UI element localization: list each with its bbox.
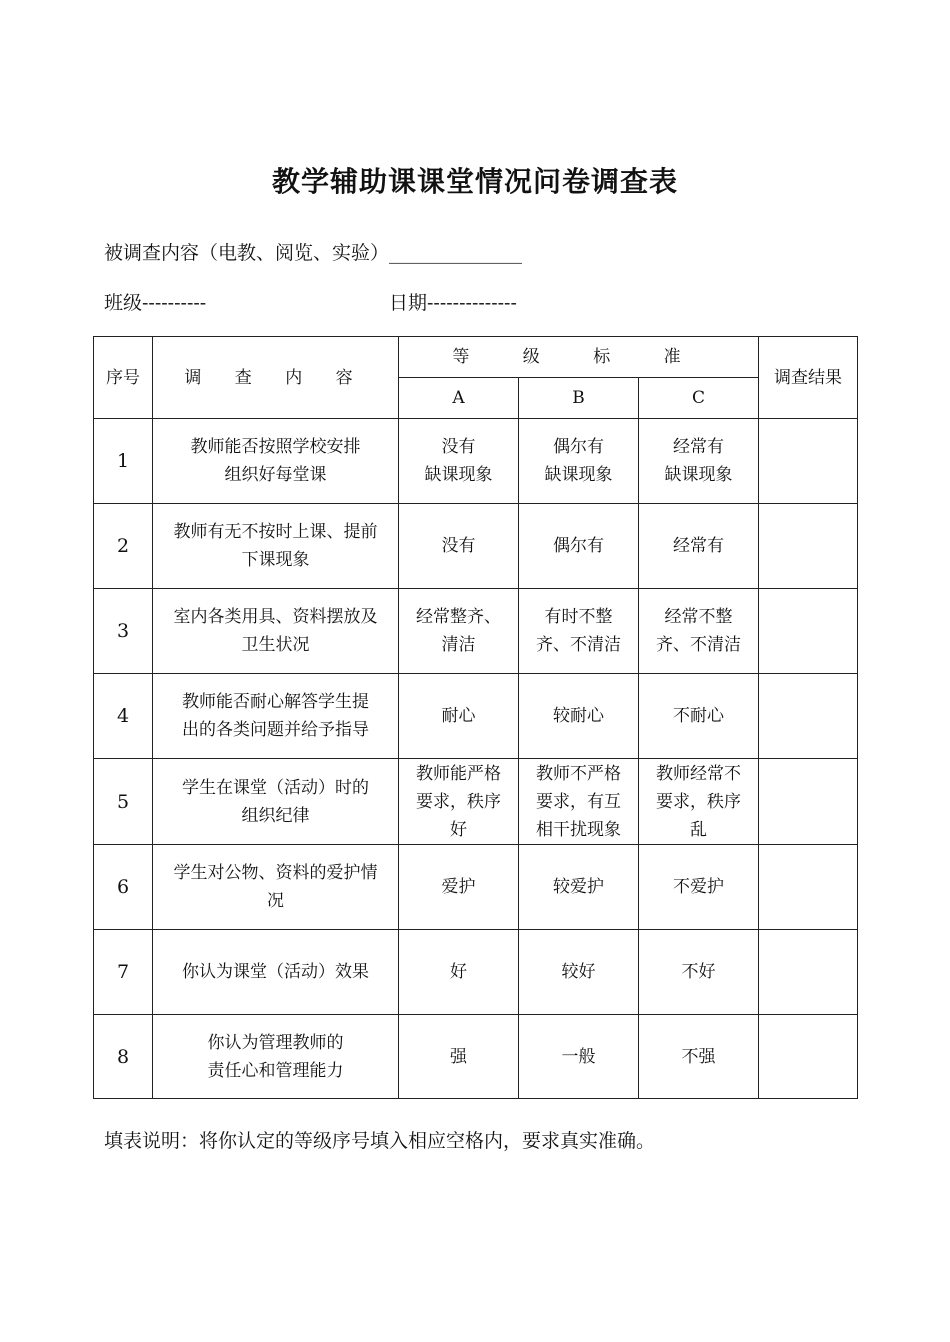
header-grade: 等 级 标 准 xyxy=(399,337,759,378)
result-cell[interactable] xyxy=(759,845,858,930)
header-content: 调 查 内 容 xyxy=(153,337,399,419)
grade-b-cell-line: 较爱护 xyxy=(553,877,604,897)
grade-b-cell-line: 一般 xyxy=(561,1046,596,1067)
fill-instructions: 填表说明：将你认定的等级序号填入相应空格内，要求真实准确。 xyxy=(104,1130,656,1152)
grade-b-cell xyxy=(519,589,639,674)
row-content xyxy=(153,419,399,504)
result-cell[interactable] xyxy=(759,1015,858,1099)
grade-b-cell-line: 教师不严格 xyxy=(536,763,621,784)
grade-a-cell xyxy=(399,1015,519,1099)
table-row xyxy=(94,1015,858,1099)
row-content xyxy=(153,845,399,930)
grade-a-cell-line: 强 xyxy=(450,1046,467,1067)
row-content xyxy=(153,1015,399,1099)
row-content-line: 教师有无不按时上课、提前 xyxy=(173,522,378,542)
grade-c-cell-line: 不耐心 xyxy=(673,706,725,726)
table-row xyxy=(94,419,858,504)
result-cell[interactable] xyxy=(759,759,858,845)
class-line: 班级---------- xyxy=(104,292,207,314)
grade-c-cell xyxy=(639,845,759,930)
grade-c-cell-line: 教师经常不 xyxy=(656,763,742,784)
grade-c-cell xyxy=(639,419,759,504)
grade-c-cell-line: 经常有 xyxy=(673,437,725,457)
row-content-line: 学生对公物、资料的爱护情 xyxy=(173,863,378,883)
grade-b-cell xyxy=(519,504,639,589)
grade-c-cell xyxy=(639,674,759,759)
row-number: 3 xyxy=(94,589,153,674)
grade-c-cell-line: 乱 xyxy=(690,819,708,840)
survey-table xyxy=(93,336,858,1099)
header-result: 调查结果 xyxy=(759,337,858,419)
grade-a-cell xyxy=(399,419,519,504)
grade-b-cell-line: 较好 xyxy=(561,962,596,982)
grade-c-cell-line: 要求，秩序 xyxy=(656,791,742,812)
grade-a-cell-line: 好 xyxy=(450,962,467,982)
table-row xyxy=(94,845,858,930)
row-content-line: 下课现象 xyxy=(241,550,310,570)
row-content-line: 教师能否按照学校安排 xyxy=(190,437,361,457)
row-number: 2 xyxy=(94,504,153,589)
row-content-line: 你认为管理教师的 xyxy=(207,1032,344,1053)
result-cell[interactable] xyxy=(759,674,858,759)
grade-c-cell xyxy=(639,589,759,674)
header-grade-b: B xyxy=(519,378,639,419)
grade-a-cell xyxy=(399,759,519,845)
row-number: 4 xyxy=(94,674,153,759)
row-content-line: 出的各类问题并给予指导 xyxy=(182,720,369,740)
grade-a-cell-line: 缺课现象 xyxy=(424,465,493,485)
grade-a-cell xyxy=(399,930,519,1015)
header-grade-a: A xyxy=(399,378,519,419)
table-row xyxy=(94,930,858,1015)
grade-a-cell-line: 没有 xyxy=(441,536,476,556)
grade-b-cell xyxy=(519,674,639,759)
grade-b-cell xyxy=(519,1015,639,1099)
grade-c-cell-line: 缺课现象 xyxy=(664,465,733,485)
grade-a-cell xyxy=(399,674,519,759)
table-row xyxy=(94,504,858,589)
row-content-line: 学生在课堂（活动）时的 xyxy=(182,777,369,798)
grade-b-cell-line: 缺课现象 xyxy=(544,465,613,485)
row-content-line: 况 xyxy=(267,891,284,911)
grade-c-cell-line: 不好 xyxy=(681,962,716,982)
row-content-line: 组织纪律 xyxy=(241,805,310,826)
grade-a-cell-line: 没有 xyxy=(441,437,476,457)
grade-c-cell-line: 经常有 xyxy=(673,536,725,556)
row-number: 8 xyxy=(94,1015,153,1099)
grade-a-cell-line: 经常整齐、 xyxy=(416,607,501,627)
row-content-line: 卫生状况 xyxy=(241,635,310,655)
grade-b-cell-line: 相干扰现象 xyxy=(536,819,621,840)
grade-a-cell-line: 要求，秩序 xyxy=(416,791,501,812)
result-cell[interactable] xyxy=(759,419,858,504)
grade-b-cell-line: 有时不整 xyxy=(544,607,613,627)
grade-c-cell xyxy=(639,504,759,589)
row-number: 6 xyxy=(94,845,153,930)
table-row xyxy=(94,759,858,845)
grade-a-cell-line: 耐心 xyxy=(441,706,476,726)
grade-b-cell-line: 偶尔有 xyxy=(553,536,604,556)
grade-b-cell xyxy=(519,845,639,930)
page-title: 教学辅助课课堂情况问卷调查表 xyxy=(271,165,678,198)
row-content-line: 你认为课堂（活动）效果 xyxy=(182,962,369,982)
survey-content-line: 被调查内容（电教、阅览、实验）______________ xyxy=(104,242,523,264)
table-row xyxy=(94,674,858,759)
row-number: 1 xyxy=(94,419,153,504)
grade-a-cell-line: 清洁 xyxy=(441,635,476,655)
grade-b-cell-line: 齐、不清洁 xyxy=(536,635,621,655)
row-number: 5 xyxy=(94,759,153,845)
grade-a-cell-line: 爱护 xyxy=(441,877,476,897)
grade-b-cell xyxy=(519,930,639,1015)
grade-c-cell-line: 经常不整 xyxy=(664,607,733,627)
result-cell[interactable] xyxy=(759,930,858,1015)
header-seq: 序号 xyxy=(94,337,153,419)
grade-a-cell-line: 教师能严格 xyxy=(416,763,501,784)
row-content-line: 教师能否耐心解答学生提 xyxy=(182,692,369,712)
grade-c-cell-line: 齐、不清洁 xyxy=(656,635,742,655)
result-cell[interactable] xyxy=(759,504,858,589)
grade-c-cell xyxy=(639,1015,759,1099)
grade-b-cell-line: 要求，有互 xyxy=(536,791,621,812)
table-body xyxy=(94,419,858,1099)
grade-b-cell-line: 偶尔有 xyxy=(553,437,604,457)
row-content xyxy=(153,504,399,589)
row-content xyxy=(153,759,399,845)
grade-b-cell xyxy=(519,759,639,845)
row-content xyxy=(153,589,399,674)
header-grade-c: C xyxy=(639,378,759,419)
grade-c-cell-line: 不强 xyxy=(681,1046,716,1067)
grade-c-cell xyxy=(639,759,759,845)
grade-a-cell xyxy=(399,504,519,589)
row-content xyxy=(153,674,399,759)
row-number: 7 xyxy=(94,930,153,1015)
grade-a-cell xyxy=(399,589,519,674)
row-content xyxy=(153,930,399,1015)
row-content-line: 组织好每堂课 xyxy=(224,465,327,485)
row-content-line: 室内各类用具、资料摆放及 xyxy=(173,607,378,627)
result-cell[interactable] xyxy=(759,589,858,674)
date-line: 日期-------------- xyxy=(389,292,517,314)
grade-a-cell-line: 好 xyxy=(450,819,467,840)
grade-b-cell xyxy=(519,419,639,504)
grade-c-cell-line: 不爱护 xyxy=(673,877,725,897)
grade-a-cell xyxy=(399,845,519,930)
grade-c-cell xyxy=(639,930,759,1015)
grade-b-cell-line: 较耐心 xyxy=(553,706,604,726)
row-content-line: 责任心和管理能力 xyxy=(207,1060,344,1081)
table-row xyxy=(94,589,858,674)
